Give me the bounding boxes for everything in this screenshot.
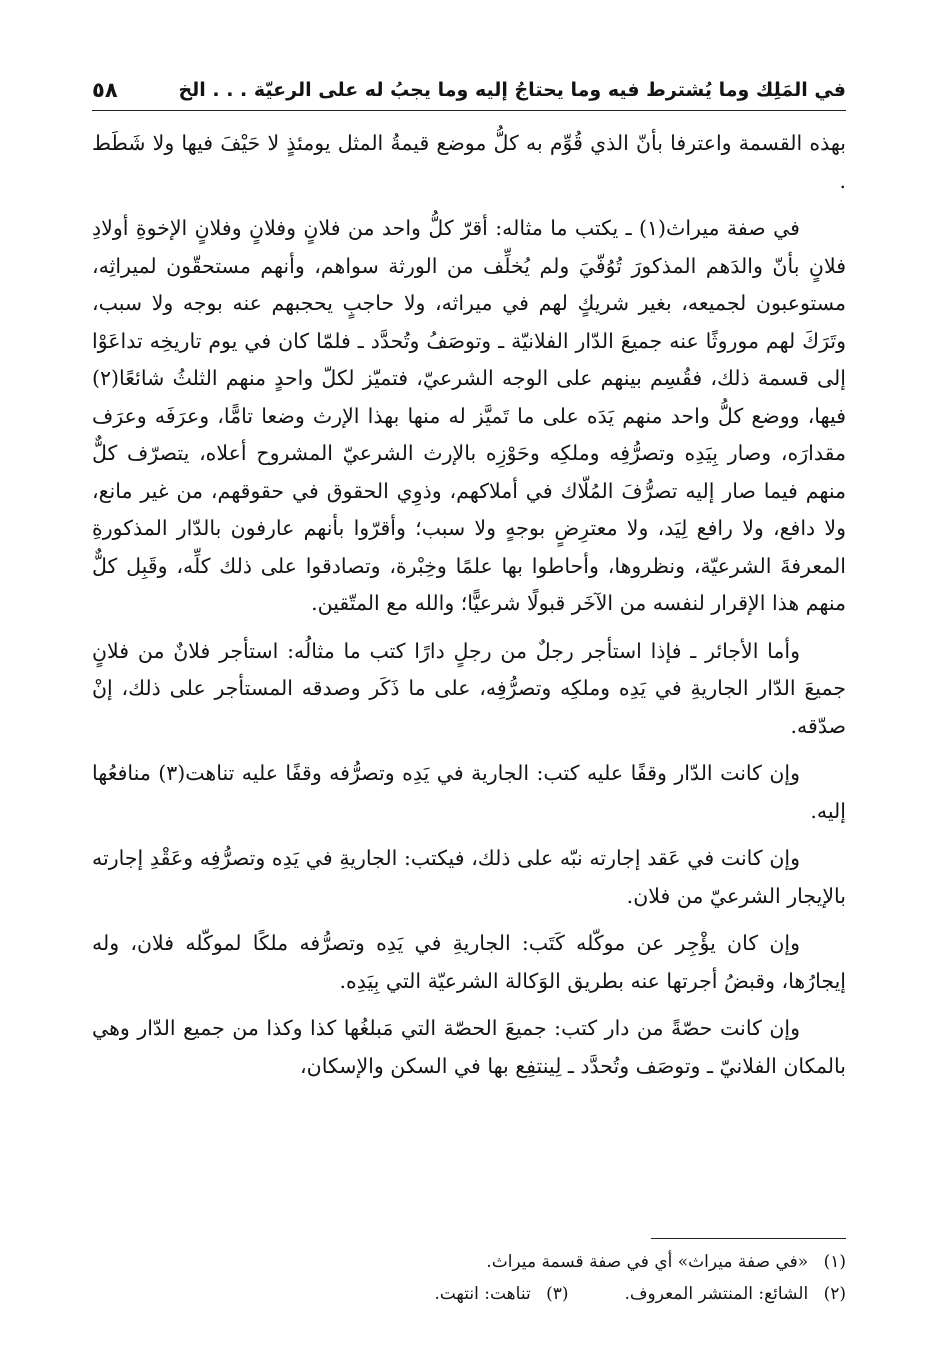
footnote-text: الشائع: المنتشر المعروف. — [624, 1284, 809, 1304]
paragraph-agent: وإن كان يؤْجِر عن موكّله كَتَب: الجاريةِ في يَدِه وتصرُّفه ملكًا لموكّله فلان، وله إيجارُها، وقبضُ أجرتها عنه بطريق الوَكالة الشرعيّة التي بِيَدِه. — [92, 931, 846, 993]
footnote-3 — [434, 1278, 568, 1310]
footnote-divider — [651, 1238, 846, 1239]
footnote-number: (١) — [823, 1252, 846, 1272]
page-header — [92, 70, 846, 111]
paragraph-share: وإن كانت حصّةً من دار كتب: جميعَ الحصّة التي مَبلغُها كذا وكذا من جميع الدّار وهي بالمكان الفلانيّ ـ وتوصَف وتُحدَّد ـ لِينتفِع بها في السكن والإسكان، — [92, 1016, 846, 1078]
footnote-row — [92, 1246, 846, 1278]
footnote-text: «في صفة ميراث» أي في صفة قسمة ميراث. — [486, 1252, 809, 1272]
footnote-2 — [625, 1278, 846, 1310]
footnote-number: (٣) — [546, 1284, 569, 1304]
paragraph-lease-contract: وإن كانت في عَقد إجارته نبّه على ذلك، فيكتب: الجاريةِ في يَدِه وتصرُّفِه وعَقْدِ إجارته بالإيجار الشرعيّ من فلان. — [92, 846, 846, 908]
paragraph-continuation: بهذه القسمة واعترفا بأنّ الذي قُوِّم به كلُّ موضع قيمةُ المثل يومئذٍ لا حَيْفَ فيها ولا شَطَط . — [92, 131, 846, 193]
paragraph-leases: وأما الأجائر ـ فإذا استأجر رجلٌ من رجلٍ دارًا كتب ما مثالُه: استأجر فلانٌ من فلانٍ جميعَ الدّار الجاريةِ في يَدِه وملكِه وتصرُّفِه، على ما ذَكَر وصدقه المستأجر على ذلك، إنْ صدّقه. — [92, 638, 846, 738]
paragraph-endowment: وإن كانت الدّار وقفًا عليه كتب: الجارية في يَدِه وتصرُّفه وقفًا عليه تناهت(٣) منافعُها إليه. — [92, 761, 846, 823]
body-text — [92, 125, 846, 1095]
footnote-text: تناهت: انتهت. — [434, 1284, 531, 1304]
running-title: في المَلِك وما يُشترط فيه وما يحتاجُ إليه وما يجبُ له على الرعيّة . . . الخ — [178, 79, 846, 101]
footnotes — [92, 1246, 846, 1310]
footnote-number: (٢) — [823, 1284, 846, 1304]
page-number: ٥٨ — [92, 78, 118, 102]
footnote-row — [92, 1278, 846, 1310]
paragraph-inheritance: في صفة ميراث(١) ـ يكتب ما مثاله: أقرّ كلُّ واحد من فلانٍ وفلانٍ وفلانٍ الإخوةِ أولادِ فلانٍ بأنّ والدَهم المذكورَ تُوُفّيَ ولم يُخلِّف من الورثة سواهم، وأنهم مستحقّون لميراثِه، مستوعبون لجميعه، بغير شريكٍ لهم في ميراثه، ولا حاجبٍ يحجبهم عنه بوجه ولا سبب، وتَرَكَ لهم موروثًا عنه جميعَ الدّار الفلانيّة ـ وتوصَفُ وتُحدَّد ـ فلمّا كان في يوم تاريخِه تداعَوْا إلى قسمة ذلك، فقُسِم بينهم على الوجه الشرعيّ، فتميّز لكلّ واحدٍ منهم الثلثُ شائعًا(٢) فيها، ووضع كلُّ واحد منهم يَدَه على ما تَميَّز له منها بهذا الإرث وضعا تامًّا، وعرَفَه وعرَف مقدارَه، وصار بِيَدِه وتصرُّفِه وملكِه وحَوْزِه بالإرث الشرعيّ المشروح أعلاه، يتصرّف كلٌّ منهم فيما صار إليه تصرُّفَ المُلّاك في أملاكهم، وذوِي الحقوق في حقوقهم، من غير مانع، ولا دافع، ولا رافع لِيَد، ولا معترِضٍ بوجهٍ ولا سبب؛ وأقرّوا بأنهم عارفون بالدّار المذكورةِ المعرفةَ الشرعيّة، ونظروها، وأحاطوا بها علمًا وخِبْرة، وتصادقوا على ذلك كلِّه، وقَبِل كلٌّ منهم هذا الإقرار لنفسه من الآخَر قبولًا شرعيًّا؛ والله مع المتّقين. — [92, 216, 846, 615]
footnote-1 — [486, 1246, 846, 1278]
